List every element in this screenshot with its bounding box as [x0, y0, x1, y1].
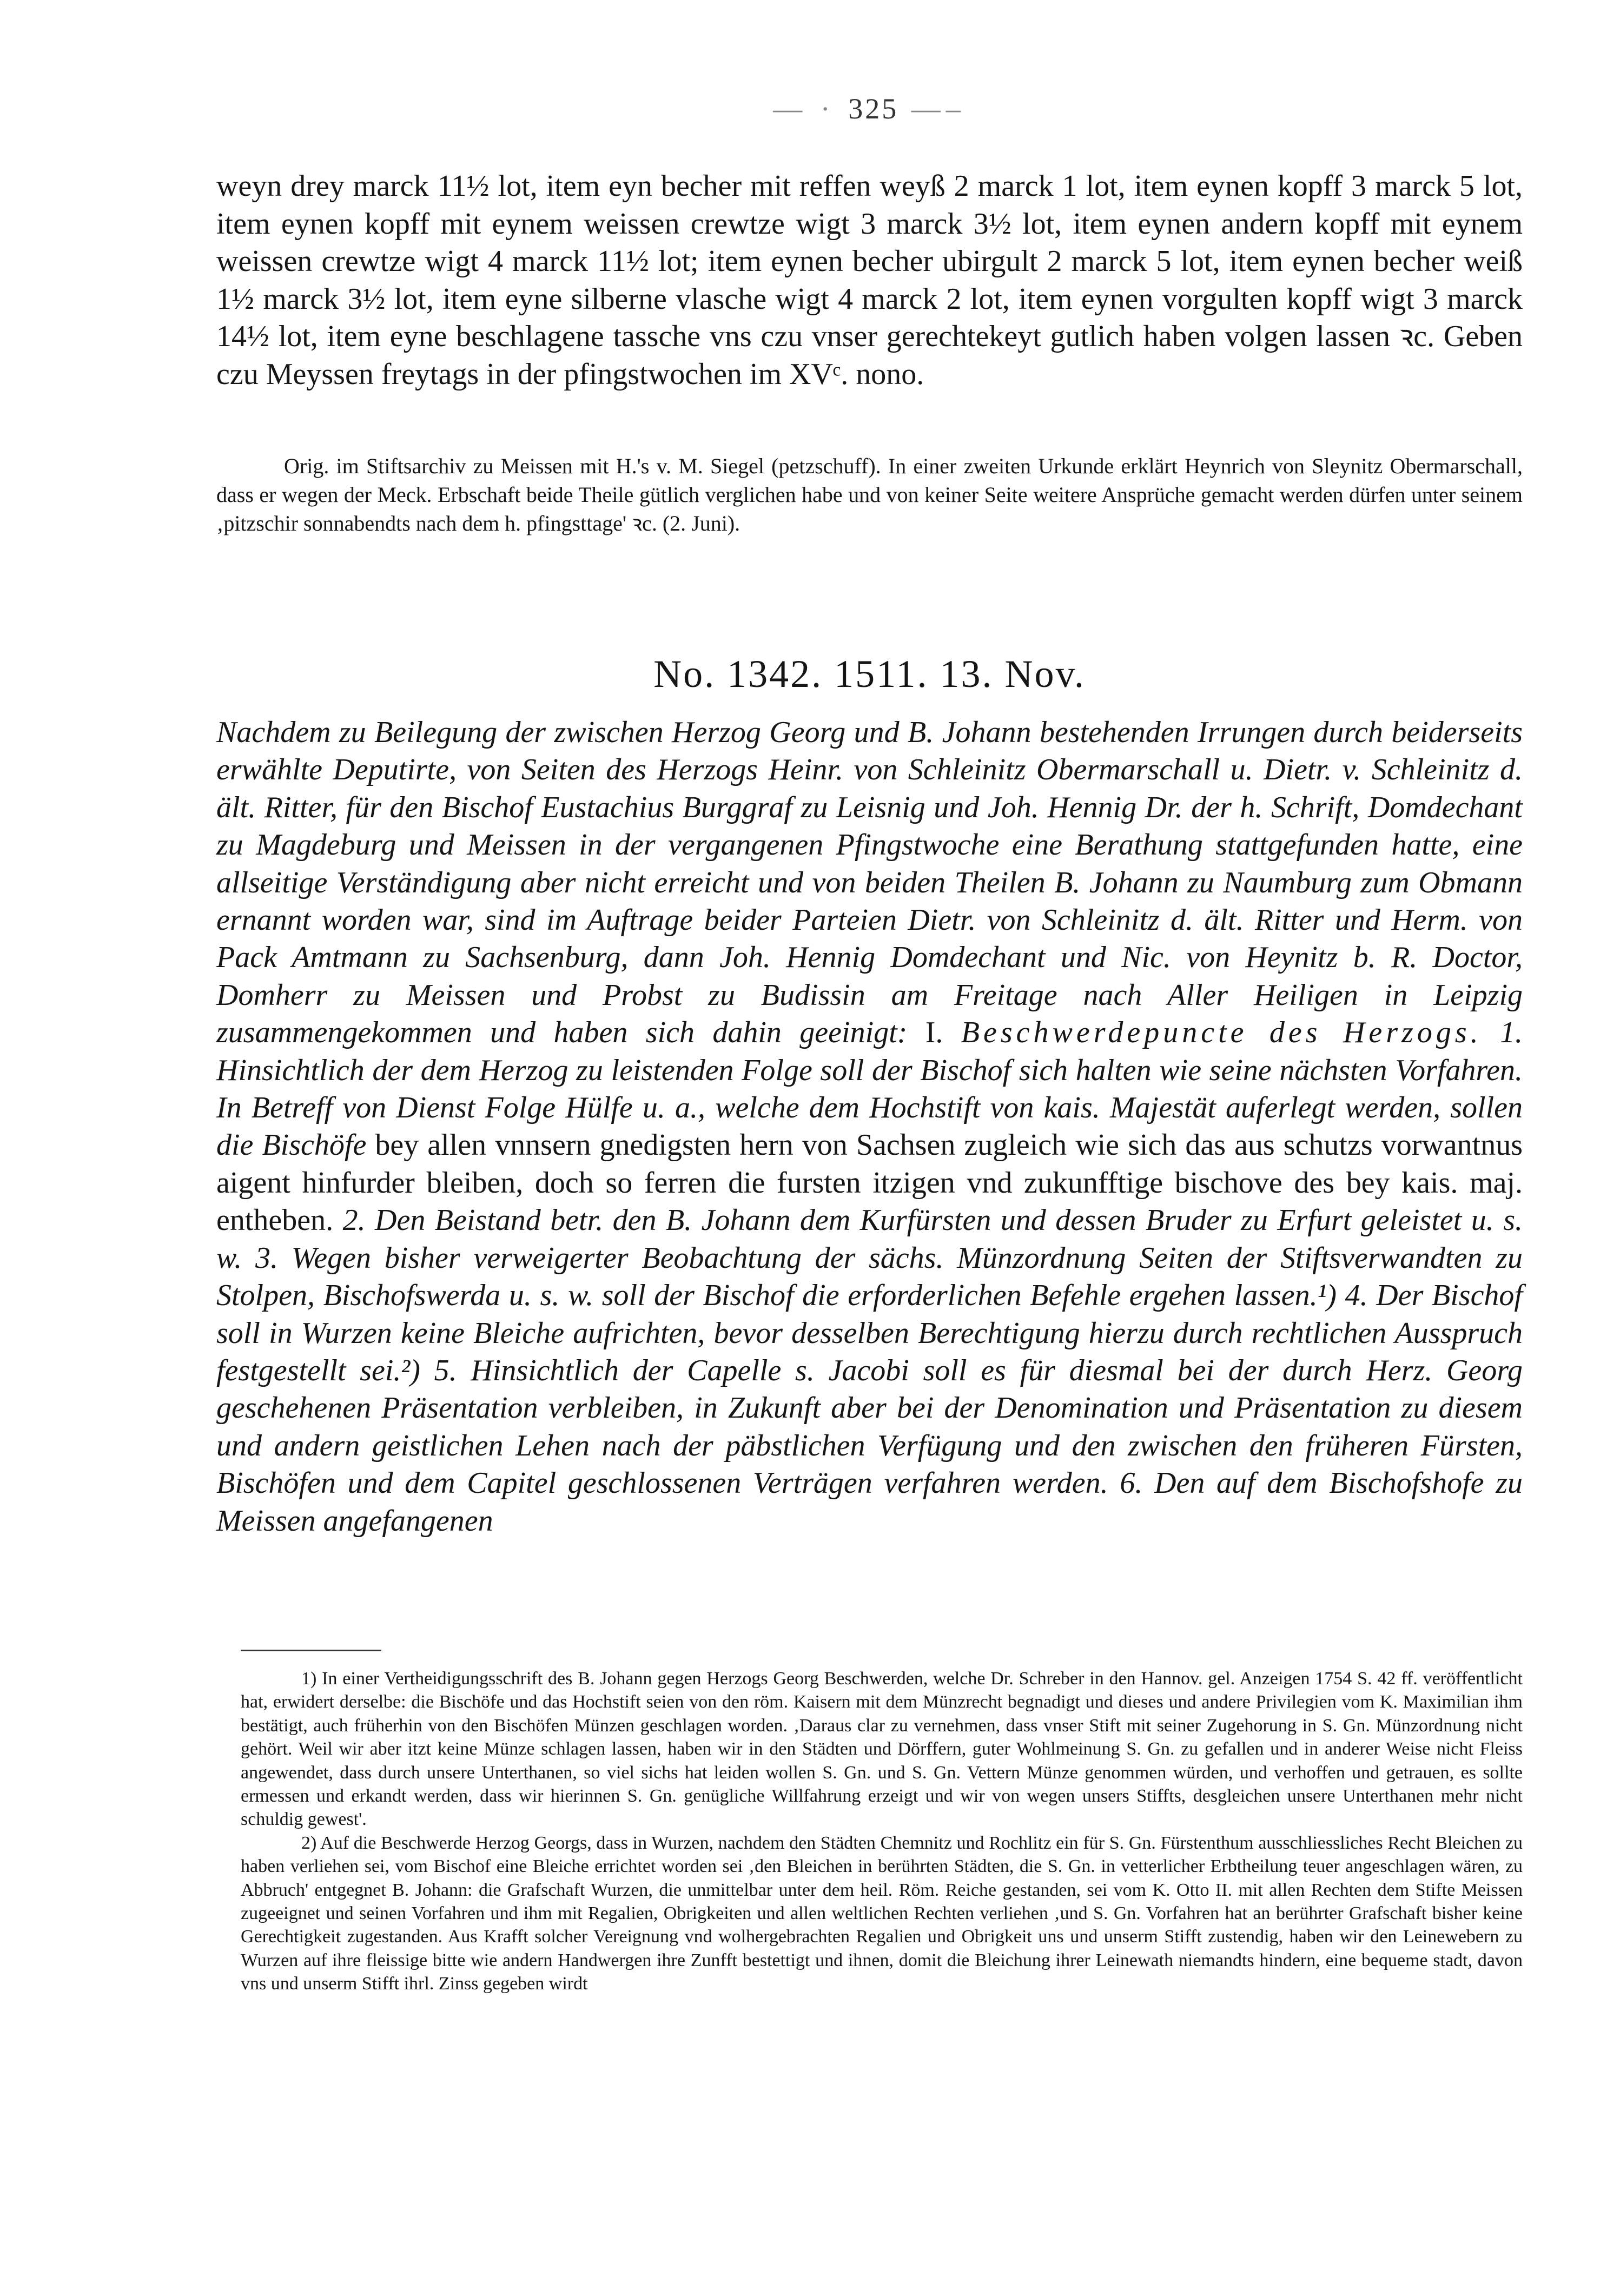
- footnote-2: 2) Auf die Beschwerde Herzog Georgs, dass in Wurzen, nachdem den Städten Chemnitz und Rochlitz ein für S. Gn. Fürstenthum ausschliessliches Recht Bleichen zu haben verliehen sei, vom Bischof eine Bleiche errichtet worden sei ‚den Bleichen in berührten Städten, die S. Gn. in vetterlicher Erbtheilung teuer angeschlagen wären, zu Abbruch' entgegnet B. Johann: die Grafschaft Wurzen, die unmittelbar unter dem heil. Röm. Reiche gestanden, sei vom K. Otto II. mit allen Rechten dem Stifte Meissen zugeeignet und seinen Vorfahren und ihm mit Regalien, Obrigkeiten und allen weltlichen Rechten verliehen ‚und S. Gn. Vorfahren hat an berührter Grafschaft bisher keine Gerechtigkeit zugestanden. Aus Krafft solcher Vereignung vnd wolhergebrachten Regalien und Obrigkeit uns und unserm Stifft zustendig, haben wir den Leinewebern zu Wurzen auf ihre fleissige bitte wie andern Handwergen ihre Zunfft bestettigt und ihnen, domit die Bleichung ihrer Leinewath niemandts hindern, eine bequeme stadt, davon vns und unserm Stifft ihrl. Zinss gegeben wirdt: [241, 1832, 1523, 1994]
- regest-intro: Nachdem zu Beilegung der zwischen Herzog Georg und B. Johann bestehenden Irrungen durch beiderseits erwählte Deputirte, von Seiten des Herzogs Heinr. von Schleinitz Obermarschall u. Dietr. v. Schleinitz d. ält. Ritter, für den Bischof Eustachius Burggraf zu Leisnig und Joh. Hennig Dr. der h. Schrift, Domdechant zu Magdeburg und Meissen in der vergangenen Pfingstwoche eine Berathung stattgefunden hatte, eine allseitige Verständigung aber nicht erreicht und von beiden Theilen B. Johann zu Naumburg zum Obmann ernannt worden war, sind im Auftrage beider Parteien Dietr. von Schleinitz d. ält. Ritter und Herm. von Pack Amtmann zu Sachsenburg, dann Joh. Hennig Domdechant und Nic. von Heynitz b. R. Doctor, Domherr zu Meissen und Probst zu Budissin am Freitage nach Aller Heiligen in Leipzig zusammengekommen und haben sich dahin geeinigt:: [216, 716, 1523, 1050]
- continuation-text: weyn drey marck 11½ lot, item eyn becher mit reffen weyß 2 marck 1 lot, item eynen kopff 3 marck 5 lot, item eynen kopff mit eynem weissen crewtze wigt 3 marck 3½ lot, item eynen andern kopff mit eynem weissen crewtze wigt 4 marck 11½ lot; item eynen becher ubirgult 2 marck 5 lot, item eynen becher weiß 1½ marck 3½ lot, item eyne silberne vlasche wigt 4 marck 2 lot, item eynen vorgulten kopff wigt 3 marck 14½ lot, item eyne beschlagene tassche vns czu vnser gerechtekeyt gutlich haben volgen lassen ꝛc. Geben czu Meyssen freytags in der pfingstwochen im XVᶜ. nono.: [216, 169, 1523, 391]
- section-number: I.: [925, 1016, 943, 1050]
- footnote-1: 1) In einer Vertheidigungsschrift des B. Johann gegen Herzogs Georg Beschwerden, welche Dr. Schreber in den Hannov. gel. Anzeigen 1754 S. 42 ff. veröffentlicht hat, erwidert derselbe: die Bischöfe und das Hochstift seien von den röm. Kaisern mit dem Münzrecht begnadigt und dieses und andere Privilegien vom K. Maximilian ihm bestätigt, auch früherhin von den Bischöfen Münzen geschlagen worden. ‚Daraus clar zu vernehmen, dass vnser Stift mit seiner Zugehorung in S. Gn. Münzordnung nicht gehört. Weil wir aber itzt keine Münze schlagen lassen, haben wir in den Städten und Dörffern, guter Wohlmeinung S. Gn. zu gefallen und in anderer Weise nicht Fleiss angewendet, dass durch unsere Unterthanen, so viel sichs hat leiden wollen S. Gn. und S. Gn. Vettern Münze genommen würden, und verhoffen und getrauen, es sollte ermessen und erkandt werden, dass wir hierinnen S. Gn. genügliche Willfahrung erzeigt und wir von wegen unsers Stiffts, desgleichen unsere Unterthanen mehr nicht schuldig gewest'.: [241, 1669, 1523, 1830]
- original-source-note: Orig. im Stiftsarchiv zu Meissen mit H.'s v. M. Siegel (petzschuff). In einer zweiten Urkunde erklärt Heynrich von Sleynitz Obermarschall, dass er wegen der Meck. Erbschaft beide Theile gütlich verglichen habe und von keiner Seite weitere Ansprüche gemacht werden dürfen unter seinem ‚pitzschir sonnabendts nach dem h. pfingsttage' ꝛc. (2. Juni).: [216, 454, 1523, 535]
- footnotes: [241, 1667, 1523, 1996]
- page-number-text: 325: [848, 92, 899, 125]
- regest-point-1: 1. Hinsichtlich der dem Herzog zu leistenden Folge soll der Bischof sich halten wie seine nächsten Vorfahren. In Betreff von Dienst Folge Hülfe u. a., welche dem Hochstift von kais. Majestät auferlegt werden, sollen die Bischöfe: [216, 1016, 1523, 1162]
- footnote-rule: [241, 1650, 381, 1651]
- header-dash-left: — ·: [773, 92, 849, 125]
- regest-points-2-6: 2. Den Beistand betr. den B. Johann dem Kurfürsten und dessen Bruder zu Erfurt geleistet u. s. w. 3. Wegen bisher verweigerter Beobachtung der sächs. Münzordnung Seiten der Stiftsverwandten zu Stolpen, Bischofswerda u. s. w. soll der Bischof die erforderlichen Befehle ergehen lassen.¹) 4. Der Bischof soll in Wurzen keine Bleiche aufrichten, bevor desselben Berechtigung hierzu durch rechtlichen Ausspruch festgestellt sei.²) 5. Hinsichtlich der Capelle s. Jacobi soll es für diesmal bei der durch Herz. Georg geschehenen Präsentation verbleiben, in Zukunft aber bei der Denomination und Präsentation zu diesem und andern geistlichen Lehen nach der päbstlichen Verfügung und den zwischen den früheren Fürsten, Bischöfen und dem Capitel geschlossenen Verträgen verfahren werden. 6. Den auf dem Bischofshofe zu Meissen angefangenen: [216, 1203, 1523, 1538]
- section-heading: Beschwerdepuncte des Herzogs.: [961, 1016, 1482, 1050]
- document-heading: No. 1342. 1511. 13. Nov.: [653, 652, 1086, 696]
- page-number: [216, 92, 1523, 125]
- regest-text: [216, 714, 1523, 1540]
- quoted-source-text: bey allen vnnsern gnedigsten hern von Sachsen zugleich wie sich das aus schutzs vorwantnus aigent hinfurder bleiben, doch so ferren die fursten itzigen vnd zukunfftige bischove des bey kais. maj. entheben.: [216, 1128, 1523, 1238]
- header-dash-right: —–: [898, 92, 966, 125]
